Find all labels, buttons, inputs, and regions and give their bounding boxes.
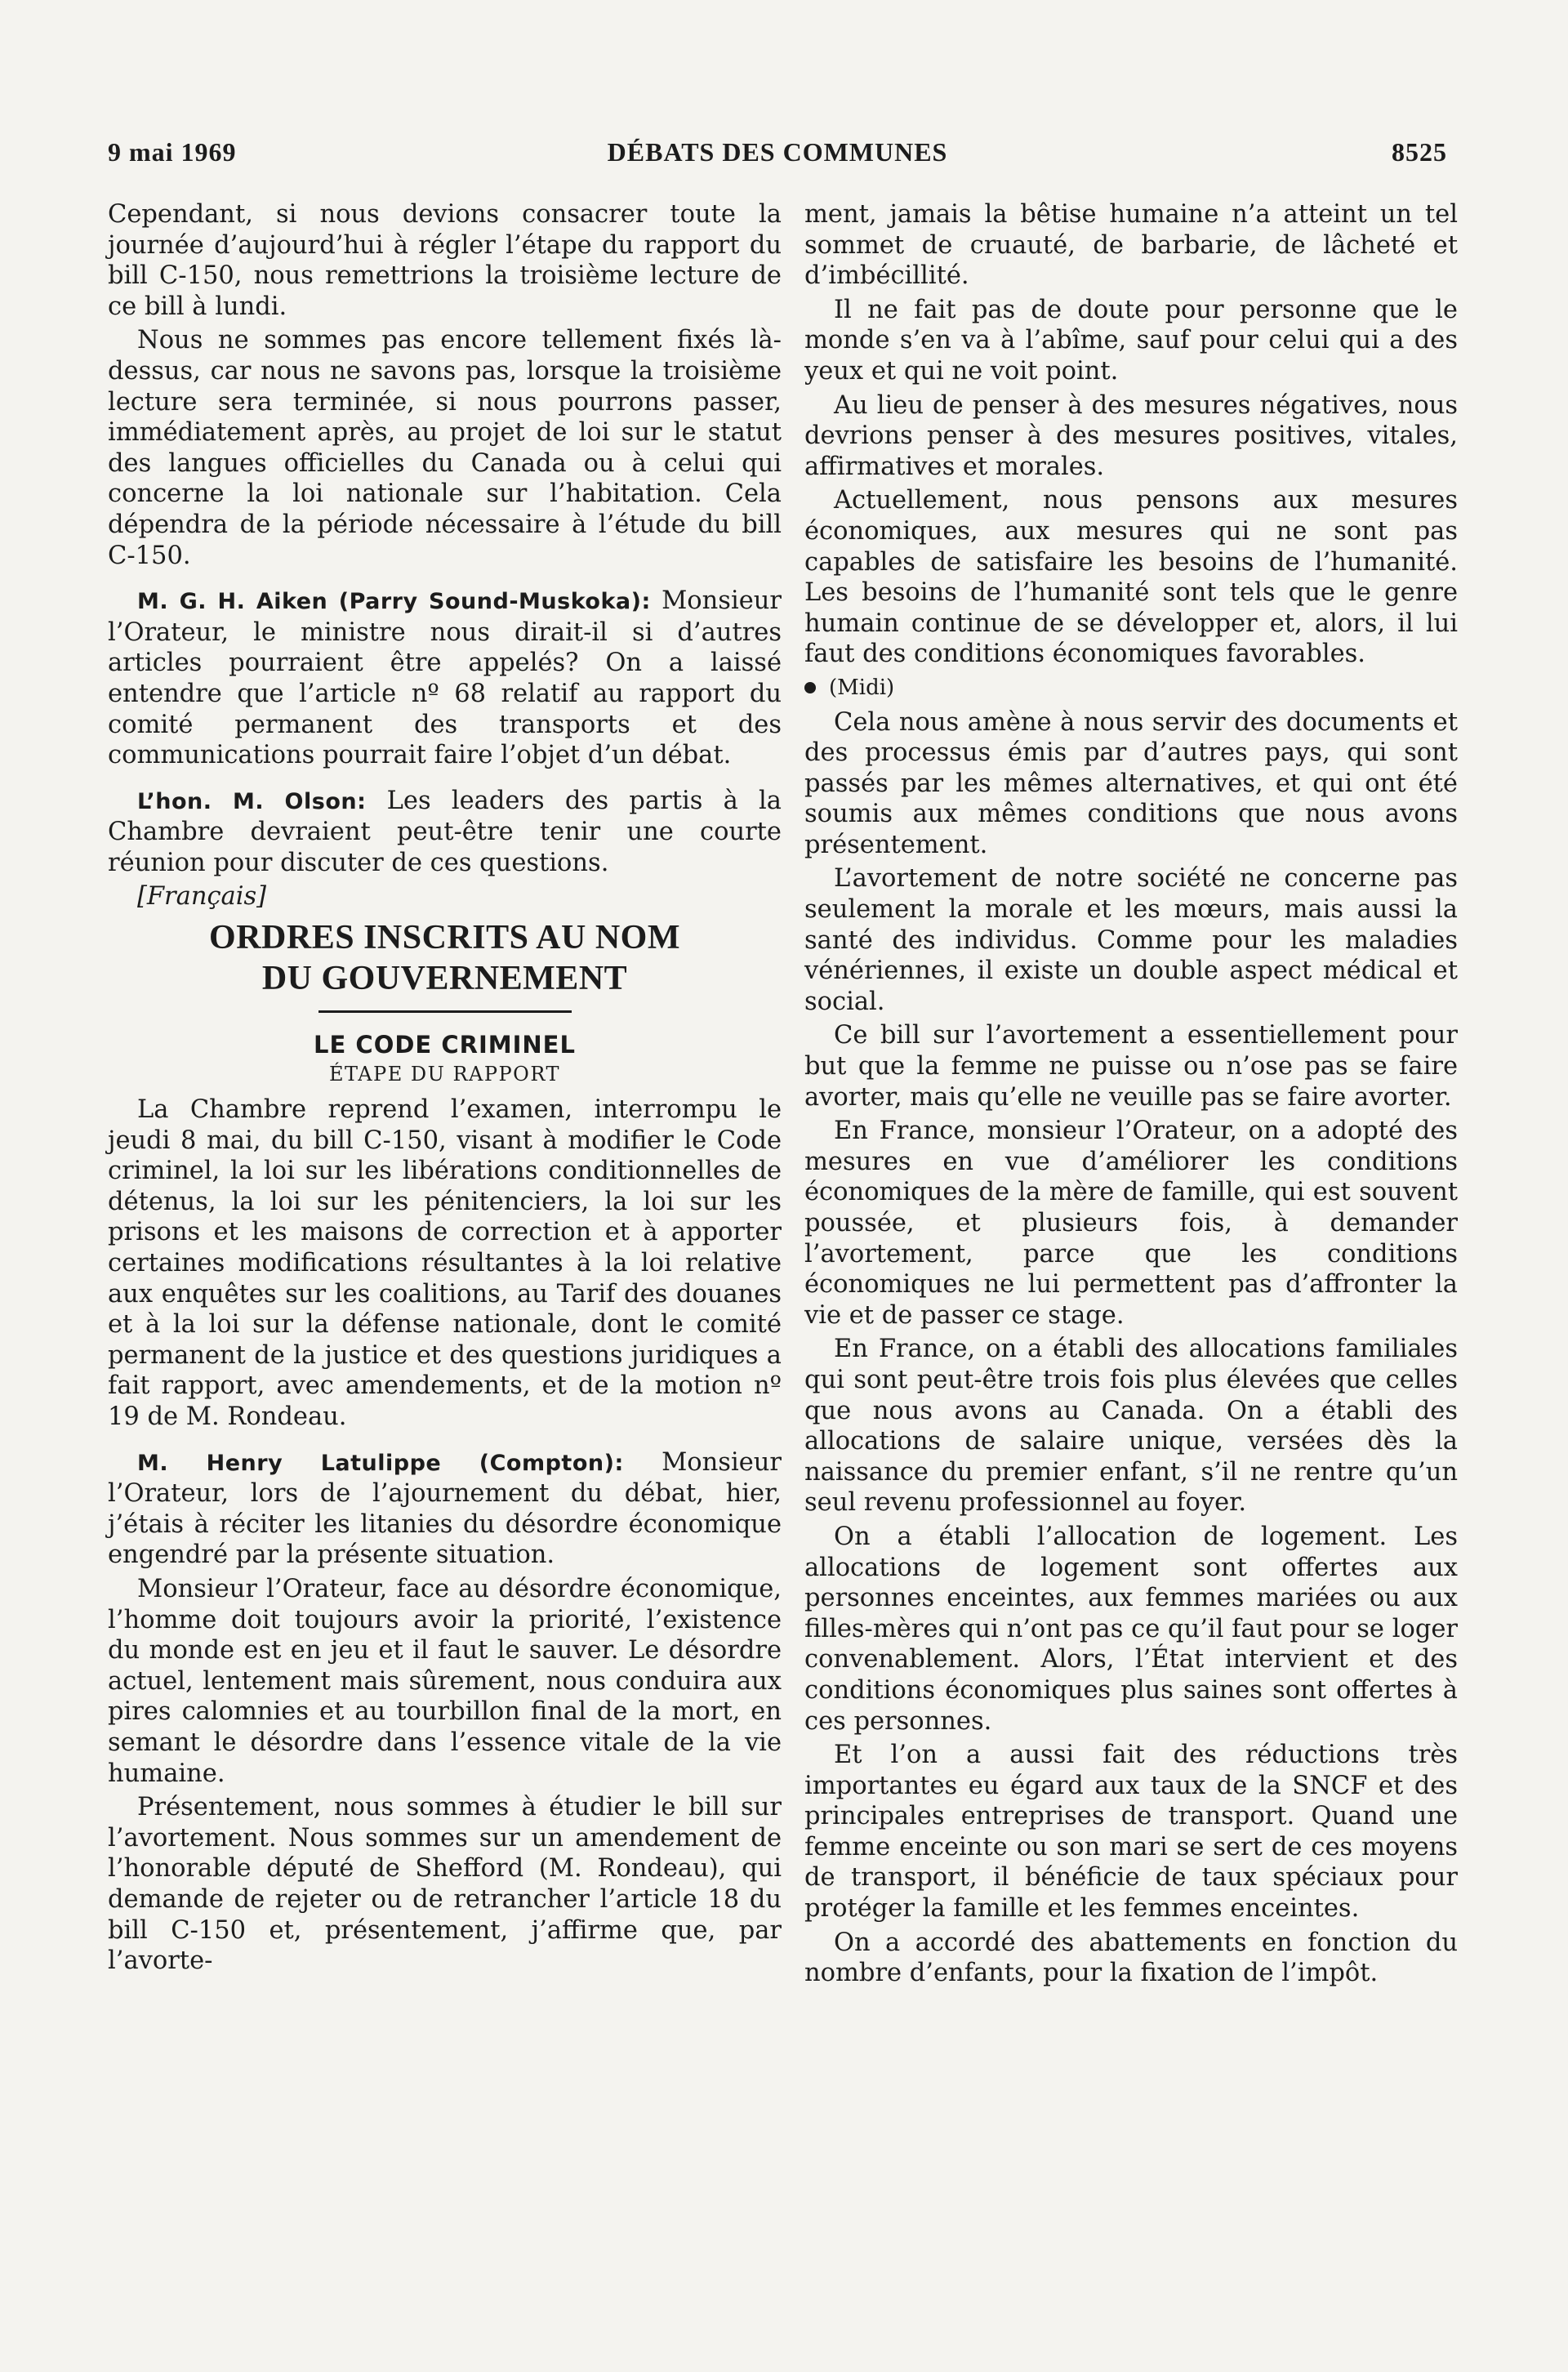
paragraph: Nous ne sommes pas encore tellement fixés là-dessus, car nous ne savons pas, lorsque la troisième lecture sera terminée, si nous pourrons passer, immédiatement après, au projet de loi sur le statut des langues officielles du Canada ou à celui qui concerne la loi nationale sur l’habitation. Cela dépendra de la période nécessaire à l’étude du bill C-150. bbox=[108, 326, 782, 570]
speaker-name: M. G. H. Aiken (Parry Sound-Muskoka): bbox=[137, 589, 651, 615]
paragraph: L’avortement de notre société ne concerne pas seulement la morale et les mœurs, mais aussi la santé des individus. Comme pour les maladies vénériennes, il existe un double aspect médical et social. bbox=[804, 864, 1458, 1016]
paragraph: Présentement, nous sommes à étudier le bill sur l’avortement. Nous sommes sur un amendement de l’honorable député de Shefford (M. Rondeau), qui demande de rejeter ou de retrancher l’article 18 du bill C-150 et, présentement, j’affirme que, par l’avorte- bbox=[108, 1793, 782, 1976]
paragraph: En France, on a établi des allocations familiales qui sont peut-être trois fois plus élevées que celles que nous avons au Canada. On a établi des allocations de salaire unique, versées dès la naissance du premier enfant, s’il ne rentre qu’un seul revenu professionnel au foyer. bbox=[804, 1335, 1458, 1518]
paragraph: Ce bill sur l’avortement a essentiellement pour but que la femme ne puisse ou n’ose pas se faire avorter, mais qu’elle ne veuille pas se faire avorter. bbox=[804, 1021, 1458, 1112]
paragraph: En France, monsieur l’Orateur, on a adopté des mesures en vue d’améliorer les conditions économiques de la mère de famille, qui est souvent poussée, et plusieurs fois, à demander l’avortement, parce que les conditions économiques ne lui permettent pas d’affronter la vie et de passer ce stage. bbox=[804, 1117, 1458, 1330]
paragraph: ment, jamais la bêtise humaine n’a atteint un tel sommet de cruauté, de barbarie, de lâcheté et d’imbécillité. bbox=[804, 200, 1458, 291]
divider bbox=[318, 1010, 572, 1013]
page-header bbox=[108, 137, 1447, 173]
paragraph: Monsieur l’Orateur, face au désordre économique, l’homme doit toujours avoir la priorité, l’existence du monde est en jeu et il faut le sauver. Le désordre actuel, lentement mais sûrement, nous conduira aux pires calomnies et au tourbillon final de la mort, en semant le désordre dans l’essence vitale de la vie humaine. bbox=[108, 1574, 782, 1788]
subsubheading: ÉTAPE DU RAPPORT bbox=[329, 1063, 560, 1086]
paragraph: Il ne fait pas de doute pour personne que le monde s’en va à l’abîme, sauf pour celui qui a des yeux et qui ne voit point. bbox=[804, 295, 1458, 386]
speech-aiken bbox=[108, 586, 782, 771]
speech-latulippe bbox=[108, 1447, 782, 1571]
right-column bbox=[804, 199, 1458, 1989]
time-marker bbox=[804, 673, 1458, 704]
paragraph: Au lieu de penser à des mesures négatives, nous devrions penser à des mesures positives, vitales, affirmatives et morales. bbox=[804, 390, 1458, 481]
paragraph: On a établi l’allocation de logement. Les allocations de logement sont offertes aux personnes enceintes, aux femmes mariées ou aux filles-mères qui n’ont pas ce qu’il faut pour se loger convenablement. Alors, l’État intervient et des conditions économiques plus saines sont offertes à ces personnes. bbox=[804, 1522, 1458, 1736]
header-date: 9 mai 1969 bbox=[108, 137, 237, 167]
speaker-name: M. Henry Latulippe (Compton): bbox=[137, 1450, 624, 1476]
page-number: 8525 bbox=[1392, 137, 1447, 167]
language-marker: [Français] bbox=[137, 882, 267, 912]
paragraph: Et l’on a aussi fait des réductions très importantes eu égard aux taux de la SNCF et des principales entreprises de transport. Quand une femme enceinte ou son mari se sert de ces moyens de transport, il bénéficie de taux spéciaux pour protéger la famille et les femmes enceintes. bbox=[804, 1741, 1458, 1924]
speech-text: Les leaders des partis à la Chambre devraient peut-être tenir une courte réunion pour discuter de ces questions. bbox=[108, 786, 782, 877]
paragraph: Cela nous amène à nous servir des documents et des processus émis par d’autres pays, qui sont passés par les mêmes alternatives, et qui ont été soumis aux mêmes conditions que nous avons présentement. bbox=[804, 707, 1458, 859]
speaker-name: L’hon. M. Olson: bbox=[137, 788, 367, 814]
time-marker-text: (Midi) bbox=[829, 675, 895, 700]
subheading: LE CODE CRIMINEL bbox=[314, 1031, 576, 1059]
speech-text: Monsieur l’Orateur, lors de l’ajournement du débat, hier, j’étais à réciter les litanies du désordre économique engendré par la présente situation. bbox=[108, 1447, 782, 1570]
header-title: DÉBATS DES COMMUNES bbox=[607, 137, 948, 167]
paragraph: La Chambre reprend l’examen, interrompu le jeudi 8 mai, du bill C-150, visant à modifier le Code criminel, la loi sur les libérations conditionnelles de détenus, la loi sur les pénitenciers, la loi sur les prisons et les maisons de correction et à apporter certaines modifications résultantes à la loi relative aux enquêtes sur les coalitions, au Tarif des douanes et à la loi sur la défense nationale, dont le comité permanent de la justice et des questions juridiques a fait rapport, avec amendements, et de la motion nº 19 de M. Rondeau. bbox=[108, 1095, 782, 1431]
section-title bbox=[108, 917, 782, 999]
section-title-line: ORDRES INSCRITS AU NOM bbox=[209, 919, 680, 957]
speech-text: Monsieur l’Orateur, le ministre nous dirait-il si d’autres articles pourraient être appelés? On a laissé entendre que l’article nº 68 relatif au rapport du comité permanent des transports et des communications pourrait faire l’objet d’un débat. bbox=[108, 586, 782, 770]
bullet-icon bbox=[804, 682, 816, 693]
paragraph: Cependant, si nous devions consacrer toute la journée d’aujourd’hui à régler l’étape du rapport du bill C-150, nous remettrions la troisième lecture de ce bill à lundi. bbox=[108, 200, 782, 321]
paragraph: Actuellement, nous pensons aux mesures économiques, aux mesures qui ne sont pas capables de satisfaire les besoins de l’humanité. Les besoins de l’humanité sont tels que le genre humain continue de se développer et, alors, il lui faut des conditions économiques favorables. bbox=[804, 486, 1458, 669]
section-title-line: DU GOUVERNEMENT bbox=[261, 960, 628, 998]
speech-olson bbox=[108, 786, 782, 879]
paragraph: On a accordé des abattements en fonction du nombre d’enfants, pour la fixation de l’impôt. bbox=[804, 1928, 1458, 1988]
left-column bbox=[108, 199, 782, 1977]
